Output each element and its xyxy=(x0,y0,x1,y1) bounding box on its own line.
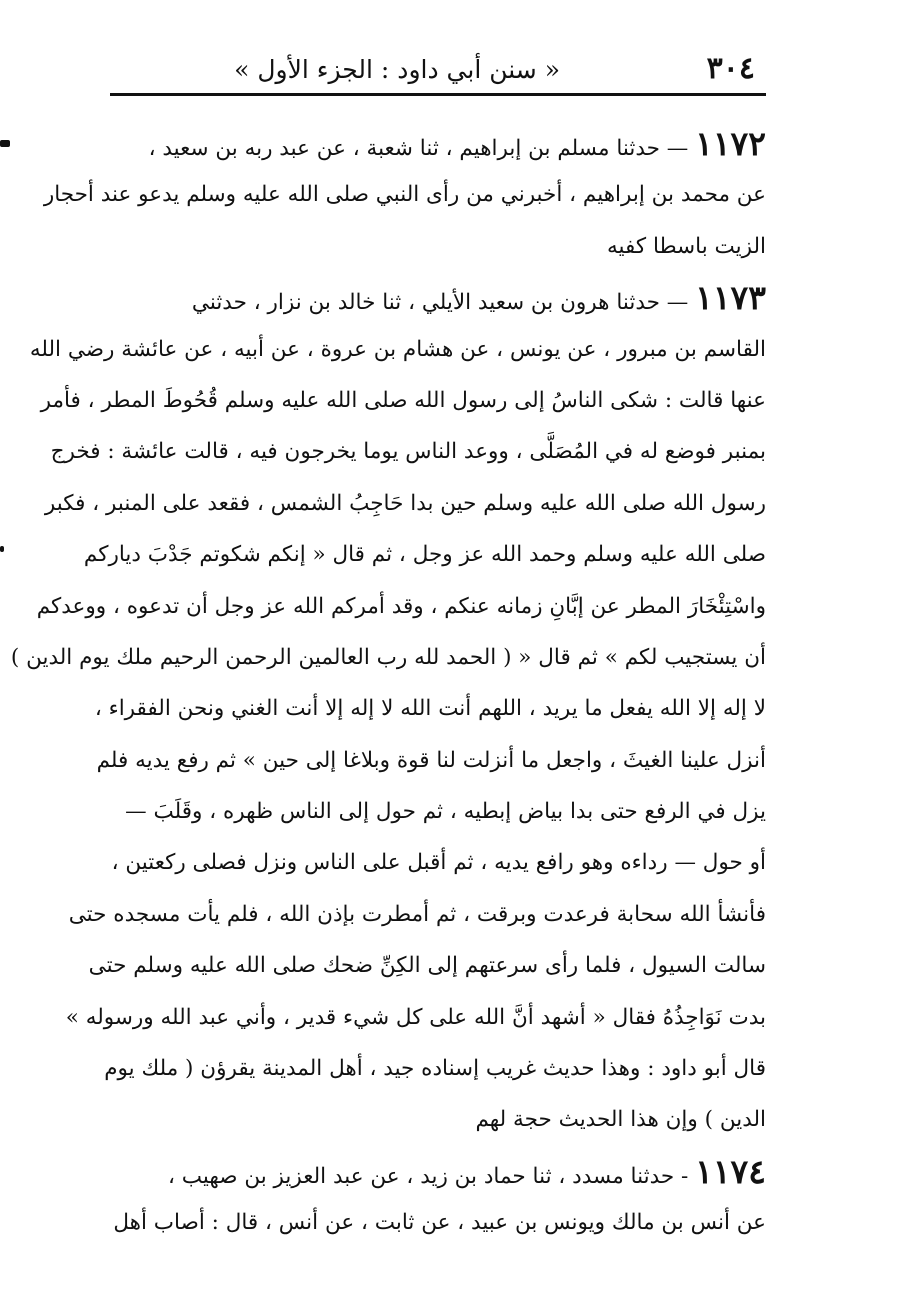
text-line xyxy=(110,786,766,837)
text-segment: سالت السيول ، فلما رأى سرعتهم إلى الكِنِّ ضحك صلى الله عليه وسلم حتى xyxy=(88,953,766,979)
hadith-number: ١١٧٢ xyxy=(695,124,766,163)
text-segment: عن محمد بن إبراهيم ، أخبرني من رأى النبي صلى الله عليه وسلم يدعو عند أحجار xyxy=(43,182,766,208)
text-line xyxy=(110,221,766,272)
text-line xyxy=(50,426,766,477)
text-segment: واسْتِئْخَارَ المطر عن إبَّانِ زمانه عنكم ، وقد أمركم الله عز وجل أن تدعوه ، ووعدكم xyxy=(36,593,766,619)
text-line xyxy=(44,478,766,529)
margin-ink-mark xyxy=(0,140,10,147)
text-segment: أن يستجيب لكم » ثم قال « ( الحمد لله رب العالمين الرحمن الرحيم ملك يوم الدين ) xyxy=(10,644,766,670)
text-segment: بمنبر فوضع له في المُصَلَّى ، ووعد الناس يوما يخرجون فيه ، قالت عائشة : فخرج xyxy=(50,439,766,465)
text-segment: أو حول — رداءه وهو رافع يديه ، ثم أقبل على الناس ونزل فصلى ركعتين ، xyxy=(111,850,766,876)
text-line xyxy=(10,632,766,683)
hadith-number: ١١٧٣ xyxy=(695,278,766,318)
text-line xyxy=(110,1197,766,1248)
text-line xyxy=(88,940,766,991)
text-line xyxy=(65,992,766,1043)
text-segment: الزيت باسطا كفيه xyxy=(606,233,766,259)
text-line xyxy=(110,1094,766,1145)
text-line xyxy=(110,272,766,323)
text-line xyxy=(110,837,766,888)
text-segment: قال أبو داود : وهذا حديث غريب إسناده جيد ، أهل المدينة يقرؤن ( ملك يوم xyxy=(104,1056,766,1082)
text-segment: يزل في الرفع حتى بدا بياض إبطيه ، ثم حول إلى الناس ظهره ، وقَلَبَ — xyxy=(125,799,766,825)
text-segment: فأنشأ الله سحابة فرعدت وبرقت ، ثم أمطرت بإذن الله ، فلم يأت مسجده حتى xyxy=(68,901,766,927)
text-line xyxy=(110,1146,766,1197)
text-segment: الدين ) وإن هذا الحديث حجة لهم xyxy=(475,1107,766,1133)
page-number: ٣٠٤ xyxy=(706,51,755,86)
header-rule xyxy=(110,93,766,96)
hadith-number: ١١٧٤ xyxy=(695,1151,766,1191)
text-segment: بدت نَوَاجِذُهُ فقال « أشهد أنَّ الله على كل شيء قدير ، وأني عبد الله ورسوله » xyxy=(65,1004,766,1030)
text-line xyxy=(83,529,766,580)
page-header xyxy=(110,50,765,90)
text-segment: صلى الله عليه وسلم وحمد الله عز وجل ، ثم قال « إنكم شكوتم جَدْبَ دياركم xyxy=(83,542,766,568)
text-segment: أنزل علينا الغيثَ ، واجعل ما أنزلت لنا قوة وبلاغا إلى حين » ثم رفع يديه فلم xyxy=(96,747,766,773)
text-line xyxy=(94,683,766,734)
margin-ink-mark xyxy=(0,546,4,552)
text-segment: — حدثنا مسلم بن إبراهيم ، ثنا شعبة ، عن عبد ربه بن سعيد ، xyxy=(148,136,696,161)
running-title: « سنن أبي داود : الجزء الأول » xyxy=(234,55,560,84)
text-line xyxy=(43,169,766,220)
text-line xyxy=(29,324,766,375)
text-segment: عن أنس بن مالك ويونس بن عبيد ، عن ثابت ، عن أنس ، قال : أصاب أهل xyxy=(113,1210,766,1236)
hadith-text-body xyxy=(10,118,766,1249)
text-line xyxy=(36,581,766,632)
text-segment: — حدثنا هرون بن سعيد الأيلي ، ثنا خالد بن نزار ، حدثني xyxy=(191,290,696,316)
text-segment: رسول الله صلى الله عليه وسلم حين بدا حَاجِبُ الشمس ، فقعد على المنبر ، فكبر xyxy=(44,490,766,516)
text-segment: لا إله إلا الله يفعل ما يريد ، اللهم أنت الله لا إله إلا أنت الغني ونحن الفقراء ، xyxy=(94,696,766,722)
text-segment: القاسم بن مبرور ، عن يونس ، عن هشام بن عروة ، عن أبيه ، عن عائشة رضي الله xyxy=(29,336,766,362)
text-line xyxy=(104,1043,766,1094)
text-segment: عنها قالت : شكى الناسُ إلى رسول الله صلى الله عليه وسلم قُحُوطَ المطر ، فأمر xyxy=(40,387,766,413)
text-line xyxy=(96,735,766,786)
text-segment: - حدثنا مسدد ، ثنا حماد بن زيد ، عن عبد العزيز بن صهيب ، xyxy=(167,1163,696,1189)
text-line xyxy=(68,889,766,940)
text-line xyxy=(40,375,766,426)
text-line xyxy=(110,118,766,169)
